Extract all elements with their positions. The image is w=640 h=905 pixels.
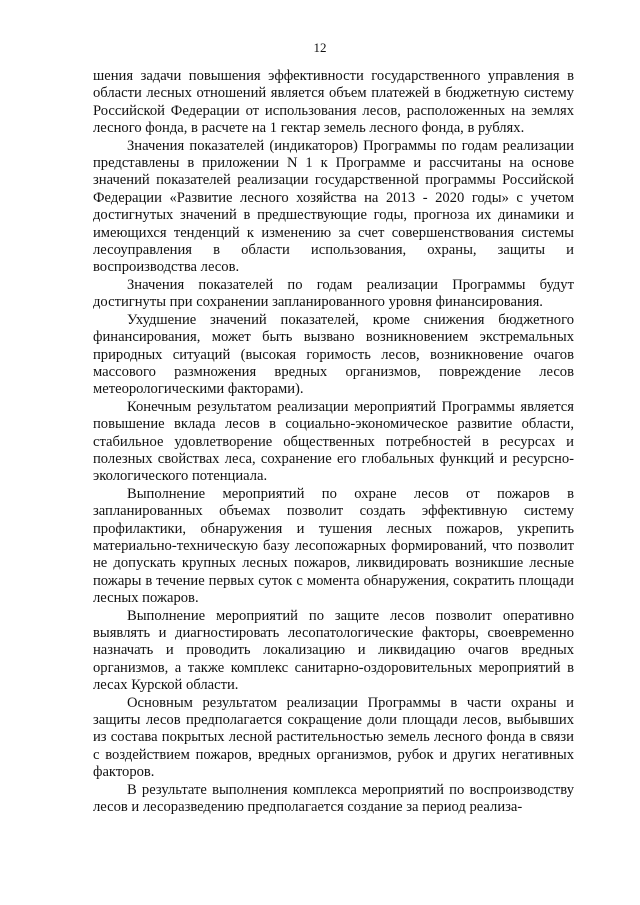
- page-number: 12: [313, 40, 327, 55]
- paragraph-3: Значения показателей по годам реализации Программы будут достигнуты при сохранении запланированного уровня финансирования.: [93, 276, 574, 311]
- paragraph-5: Конечным результатом реализации мероприятий Программы является повышение вклада лесов в социально-экономическое развитие области, стабильное удовлетворение общественных потребностей в ресурсах и полезных свойствах леса, сохранение его глобальных функций и ресурсно-экологического потенциала.: [93, 398, 574, 485]
- paragraph-7: Выполнение мероприятий по защите лесов позволит оперативно выявлять и диагностировать лесопатологические факторы, своевременно назначать и проводить локализацию и ликвидацию очагов вредных организмов, а также комплекс санитарно-оздоровительных мероприятий в лесах Курской области.: [93, 607, 574, 694]
- paragraph-2: Значения показателей (индикаторов) Программы по годам реализации представлены в приложении N 1 к Программе и рассчитаны на основе значений показателей реализации государственной программы Российской Федерации «Развитие лесного хозяйства на 2013 - 2020 годы» с учетом достигнутых значений в предшествующие годы, прогноза их динамики и имеющихся тенденций к изменению за счет совершенствования системы лесоуправления в области использования, охраны, защиты и воспроизводства лесов.: [93, 137, 574, 276]
- paragraph-1: шения задачи повышения эффективности государственного управления в области лесных отношений является объем платежей в бюджетную систему Российской Федерации от использования лесов, расположенных на землях лесного фонда, в расчете на 1 гектар земель лесного фонда, в рублях.: [93, 68, 574, 137]
- document-body: [93, 68, 574, 816]
- paragraph-4: Ухудшение значений показателей, кроме снижения бюджетного финансирования, может быть вызвано возникновением экстремальных природных ситуаций (высокая горимость лесов, возникновение очагов массового размножения вредных организмов, повреждение лесов метеорологическими факторами).: [93, 311, 574, 398]
- paragraph-9: В результате выполнения комплекса мероприятий по воспроизводству лесов и лесоразведению предполагается создание за период реализа-: [93, 781, 574, 816]
- paragraph-8: Основным результатом реализации Программы в части охраны и защиты лесов предполагается сокращение доли площади лесов, выбывших из состава покрытых лесной растительностью земель лесного фонда в связи с воздействием пожаров, вредных организмов, рубок и других негативных факторов.: [93, 694, 574, 781]
- paragraph-6: Выполнение мероприятий по охране лесов от пожаров в запланированных объемах позволит создать эффективную систему профилактики, обнаружения и тушения лесных пожаров, укрепить материально-техническую базу лесопожарных формирований, что позволит не допускать крупных лесных пожаров, ликвидировать возникшие лесные пожары в течение первых суток с момента обнаружения, сократить площади лесных пожаров.: [93, 485, 574, 607]
